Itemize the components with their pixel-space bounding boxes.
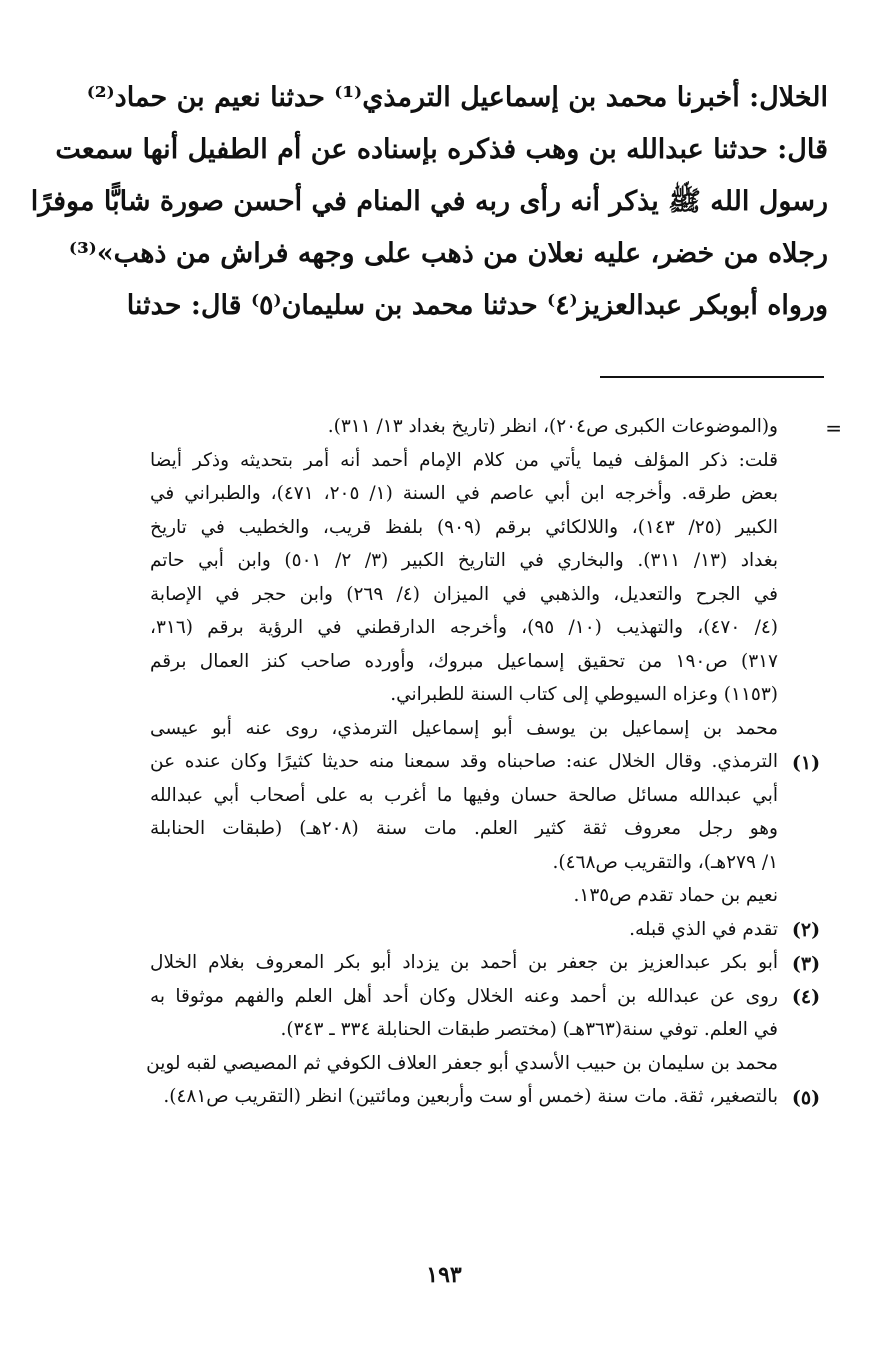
footnote-line: محمد بن إسماعيل بن يوسف أبو إسماعيل الترمذي، روى عنه أبو عيسى bbox=[150, 717, 778, 739]
footnote-number: (١) bbox=[791, 752, 821, 774]
footnote-line: الكبير (٢٥/ ١٤٣)، واللالكائي برقم (٩٠٩) بلفظ قريب، والخطيب في تاريخ bbox=[150, 516, 778, 538]
main-line: ورواه أبوبكر عبدالعزيز⁽٤⁾ حدثنا محمد بن سليمان⁽٥⁾ قال: حدثنا bbox=[126, 290, 828, 321]
footnotes-area bbox=[146, 410, 778, 1114]
page-number: ١٩٣ bbox=[426, 1262, 462, 1288]
footnote-number: (٢) bbox=[791, 919, 821, 941]
footnote-separator bbox=[600, 376, 824, 378]
footnote-line: في العلم. توفي سنة(٣٦٣هـ) (مختصر طبقات الحنابلة ٣٣٤ ـ ٣٤٣). bbox=[280, 1019, 778, 1040]
footnote-line: وهو رجل معروف ثقة كثير العلم. مات سنة (٢٠٨هـ) (طبقات الحنابلة bbox=[150, 818, 778, 839]
footnote-line: تقدم في الذي قبله. bbox=[629, 918, 778, 940]
continued-note bbox=[150, 410, 778, 712]
footnote-line: (١١٥٣) وعزاه السيوطي إلى كتاب السنة للطبراني. bbox=[390, 684, 778, 705]
footnote-line: قلت: ذكر المؤلف فيما يأتي من كلام الإمام أحمد أنه أمر بتحديثه وذكر أيضا bbox=[150, 449, 778, 471]
footnote-line: أبو بكر عبدالعزيز بن جعفر بن أحمد بن يزداد أبو بكر المعروف بغلام الخلال bbox=[150, 952, 778, 973]
footnote-2 bbox=[150, 879, 778, 913]
main-line: رجلاه من خضر، عليه نعلان من ذهب على وجهه فراش من ذهب»⁽³⁾ bbox=[68, 238, 828, 269]
footnote-1 bbox=[150, 712, 778, 880]
main-line: الخلال: أخبرنا محمد بن إسماعيل الترمذي⁽¹⁾ حدثنا نعيم بن حماد⁽²⁾ bbox=[86, 82, 828, 113]
continued-mark: = bbox=[825, 416, 842, 440]
footnote-line: محمد بن سليمان بن حبيب الأسدي أبو جعفر العلاف الكوفي ثم المصيصي لقبه لوين bbox=[146, 1052, 778, 1074]
footnote-line: في الجرح والتعديل، والذهبي في الميزان (٤/ ٢٦٩) وابن حجر في الإصابة bbox=[150, 583, 778, 605]
footnote-line: بالتصغير، ثقة. مات سنة (خمس أو ست وأربعين ومائتين) انظر (التقريب ص٤٨١). bbox=[163, 1086, 778, 1107]
footnote-number: (٥) bbox=[791, 1087, 821, 1109]
footnote-line: بغداد (١٣/ ٣١١). والبخاري في التاريخ الكبير (٣/ ٢/ ٥٠١) وابن أبي حاتم bbox=[150, 550, 778, 571]
footnote-3 bbox=[150, 913, 778, 947]
footnote-line: و(الموضوعات الكبرى ص٢٠٤)، انظر (تاريخ بغداد ١٣/ ٣١١). bbox=[327, 416, 778, 437]
footnote-line: ٣١٧) ص١٩٠ من تحقيق إسماعيل مبروك، وأورده صاحب كنز العمال برقم bbox=[150, 650, 778, 672]
footnote-line: نعيم بن حماد تقدم ص١٣٥. bbox=[573, 885, 778, 906]
footnote-line: أبي عبدالله مسائل صالحة حسان وفيها ما أغرب به على أصحاب أبي عبدالله bbox=[150, 784, 778, 806]
main-text bbox=[30, 72, 828, 332]
footnote-4 bbox=[150, 946, 778, 1047]
footnote-line: ١/ ٢٧٩هـ)، والتقريب ص٤٦٨). bbox=[552, 851, 778, 873]
main-line: قال: حدثنا عبدالله بن وهب فذكره بإسناده عن أم الطفيل أنها سمعت bbox=[55, 134, 828, 165]
footnote-number: (٤) bbox=[791, 986, 821, 1008]
footnote-5 bbox=[146, 1047, 778, 1114]
footnote-line: (٤/ ٤٧٠)، والتهذيب (١٠/ ٩٥)، وأخرجه الدارقطني في الرؤية برقم (٣١٦، bbox=[150, 617, 778, 638]
main-line: رسول الله ﷺ يذكر أنه رأى ربه في المنام في أحسن صورة شابًّا موفرًا bbox=[30, 186, 828, 217]
footnote-line: الترمذي. وقال الخلال عنه: صاحبناه وقد سمعنا منه حديثا كثيرًا وكان عنده عن bbox=[150, 751, 778, 772]
footnote-line: بعض طرقه. وأخرجه ابن أبي عاصم في السنة (١/ ٢٠٥، ٤٧١)، والطبراني في bbox=[150, 483, 778, 504]
footnote-line: روى عن عبدالله بن أحمد وعنه الخلال وكان أحد أهل العلم والفهم موثوقا به bbox=[150, 985, 778, 1007]
footnote-number: (٣) bbox=[791, 953, 821, 975]
